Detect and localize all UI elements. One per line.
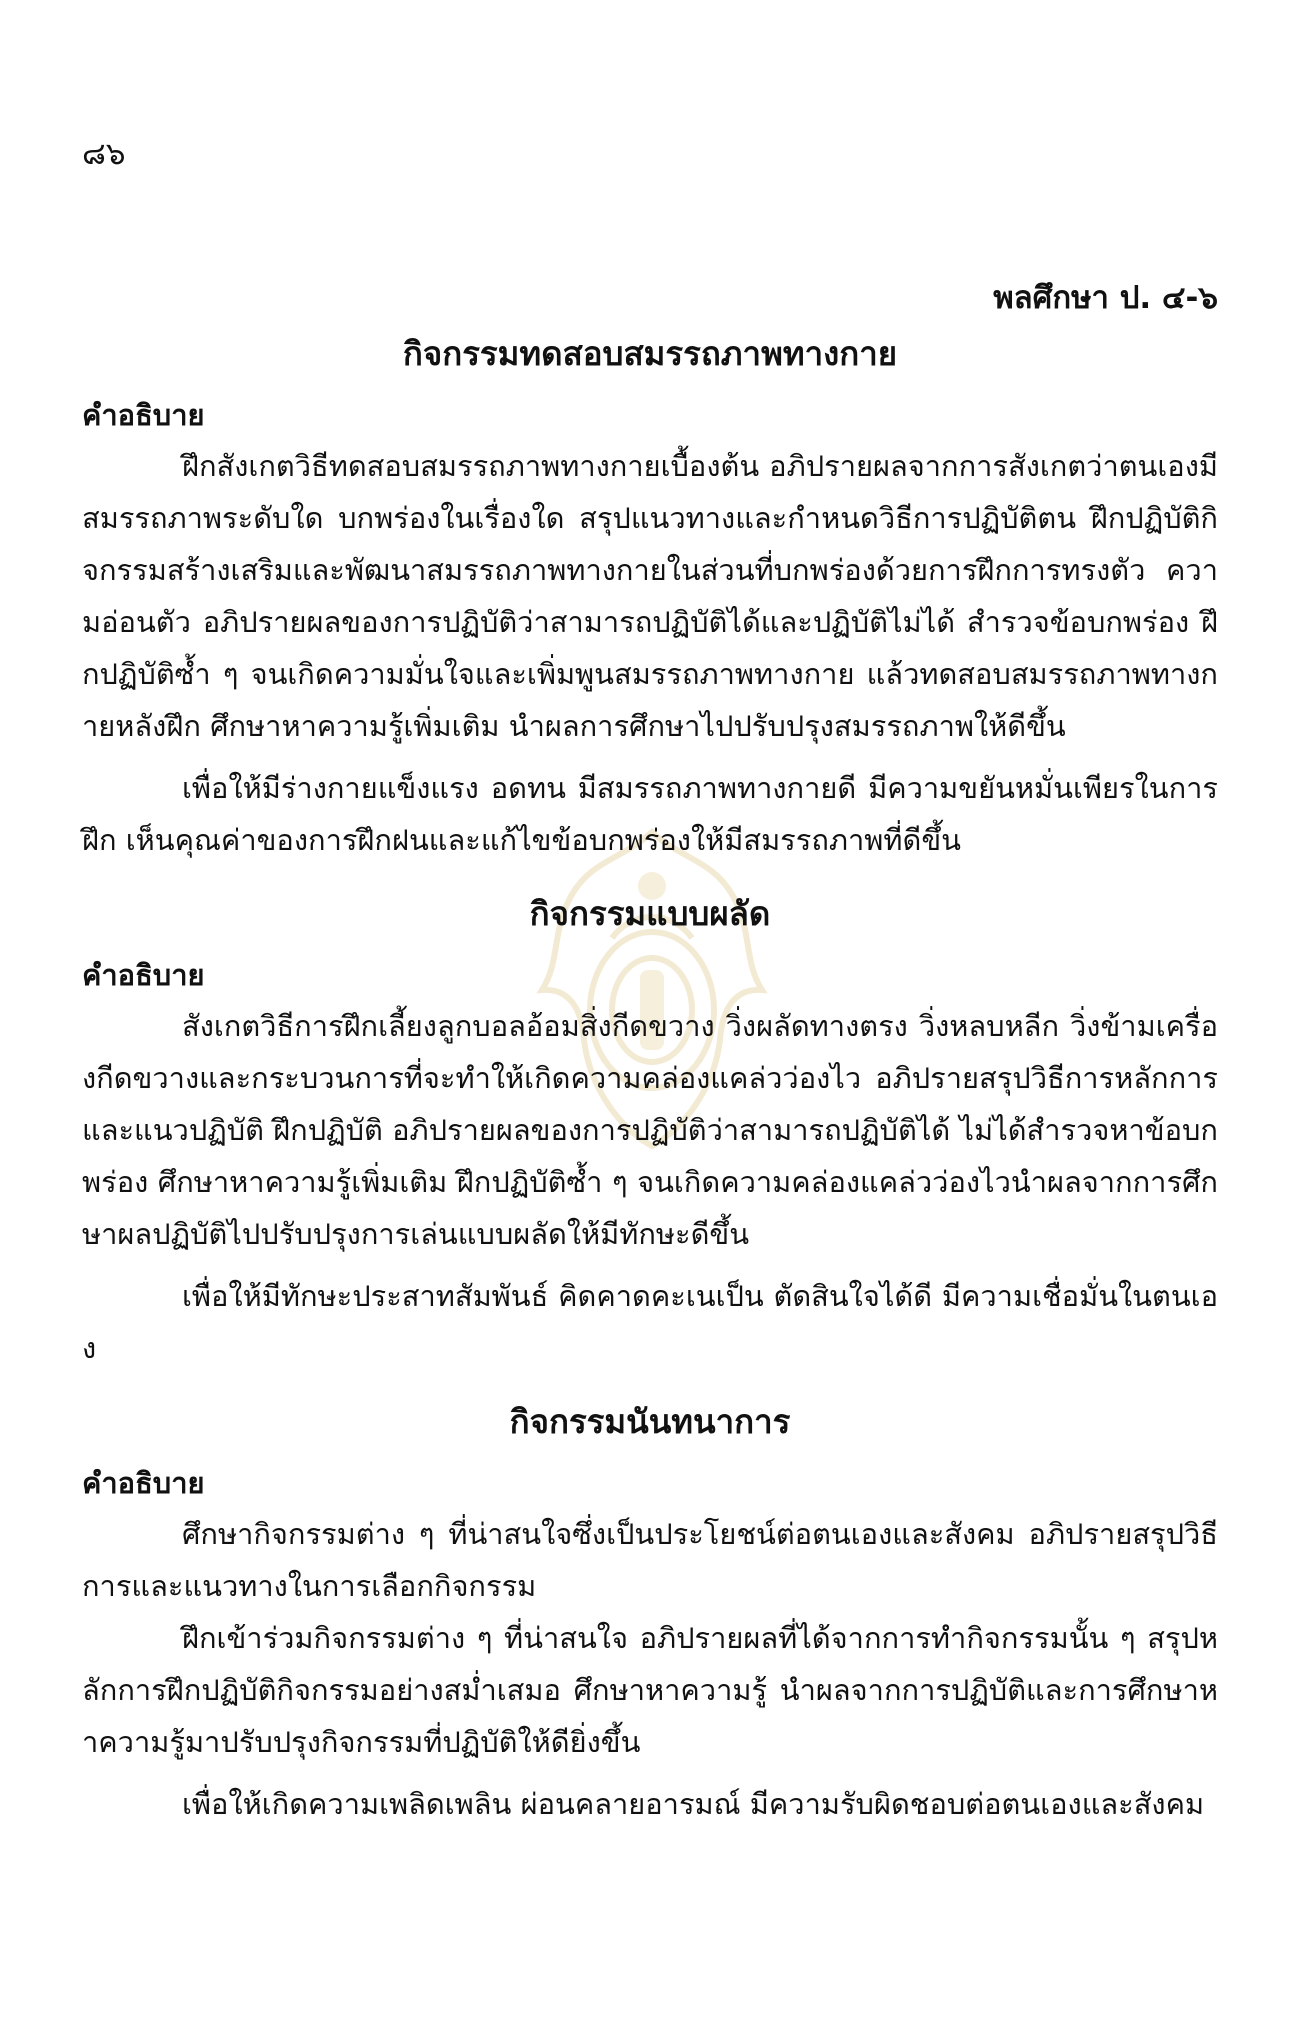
section-fitness-test bbox=[82, 326, 1218, 866]
description-label: คำอธิบาย bbox=[82, 398, 205, 432]
description-paragraph: สังเกตวิธีการฝึกเลี้ยงลูกบอลอ้อมสิ่งกีดขวาง วิ่งผลัดทางตรง วิ่งหลบหลีก วิ่งข้ามเครื่องกีดขวางและกระบวนการที่จะทำให้เกิดความคล่องแคล่วว่องไว อภิปรายสรุปวิธีการหลักการและแนวปฏิบัติ ฝึกปฏิบัติ อภิปรายผลของการปฏิบัติว่าสามารถปฏิบัติได้ ไม่ได้สำรวจหาข้อบกพร่อง ศึกษาหาความรู้เพิ่มเติม ฝึกปฏิบัติซ้ำ ๆ จนเกิดความคล่องแคล่วว่องไวนำผลจากการศึกษาผลปฏิบัติไปปรับปรุงการเล่นแบบผลัดให้มีทักษะดีขึ้น bbox=[82, 1009, 1218, 1251]
section-relay bbox=[82, 886, 1218, 1374]
description-label: คำอธิบาย bbox=[82, 958, 205, 992]
goal-paragraph: เพื่อให้มีทักษะประสาทสัมพันธ์ คิดคาดคะเนเป็น ตัดสินใจได้ดี มีความเชื่อมั่นในตนเอง bbox=[82, 1279, 1218, 1365]
section-recreation bbox=[82, 1394, 1218, 1830]
subject-grade-header: พลศึกษา ป. ๔-๖ bbox=[993, 280, 1218, 316]
section-title: กิจกรรมนันทนาการ bbox=[509, 1402, 791, 1441]
description-label: คำอธิบาย bbox=[82, 1466, 205, 1500]
description-paragraph: ศึกษากิจกรรมต่าง ๆ ที่น่าสนใจซึ่งเป็นประโยชน์ต่อตนเองและสังคม อภิปรายสรุปวิธีการและแนวทางในการเลือกกิจกรรม bbox=[82, 1517, 1218, 1603]
section-title: กิจกรรมทดสอบสมรรถภาพทางกาย bbox=[402, 334, 898, 373]
description-paragraph: ฝึกสังเกตวิธีทดสอบสมรรถภาพทางกายเบื้องต้น อภิปรายผลจากการสังเกตว่าตนเองมีสมรรถภาพระดับใด บกพร่องในเรื่องใด สรุปแนวทางและกำหนดวิธีการปฏิบัติตน ฝึกปฏิบัติกิจกรรมสร้างเสริมและพัฒนาสมรรถภาพทางกายในส่วนที่บกพร่องด้วยการฝึกการทรงตัว ความอ่อนตัว อภิปรายผลของการปฏิบัติว่าสามารถปฏิบัติได้และปฏิบัติไม่ได้ สำรวจข้อบกพร่อง ฝึกปฏิบัติซ้ำ ๆ จนเกิดความมั่นใจและเพิ่มพูนสมรรถภาพทางกาย แล้วทดสอบสมรรถภาพทางกายหลังฝึก ศึกษาหาความรู้เพิ่มเติม นำผลการศึกษาไปปรับปรุงสมรรถภาพให้ดีขึ้น bbox=[82, 449, 1218, 743]
goal-paragraph: เพื่อให้มีร่างกายแข็งแรง อดทน มีสมรรถภาพทางกายดี มีความขยันหมั่นเพียรในการฝึก เห็นคุณค่าของการฝึกฝนและแก้ไขข้อบกพร่องให้มีสมรรถภาพที่ดีขึ้น bbox=[82, 771, 1218, 857]
goal-paragraph: เพื่อให้เกิดความเพลิดเพลิน ผ่อนคลายอารมณ์ มีความรับผิดชอบต่อตนเองและสังคม bbox=[182, 1787, 1205, 1821]
document-body bbox=[82, 326, 1218, 1830]
description-paragraph: ฝึกเข้าร่วมกิจกรรมต่าง ๆ ที่น่าสนใจ อภิปรายผลที่ได้จากการทำกิจกรรมนั้น ๆ สรุปหลักการฝึกปฏิบัติกิจกรรมอย่างสม่ำเสมอ ศึกษาหาความรู้ นำผลจากการปฏิบัติและการศึกษาหาความรู้มาปรับปรุงกิจกรรมที่ปฏิบัติให้ดียิ่งขึ้น bbox=[82, 1621, 1218, 1759]
page-number: ๘๖ bbox=[82, 136, 126, 172]
section-title: กิจกรรมแบบผลัด bbox=[529, 894, 771, 933]
